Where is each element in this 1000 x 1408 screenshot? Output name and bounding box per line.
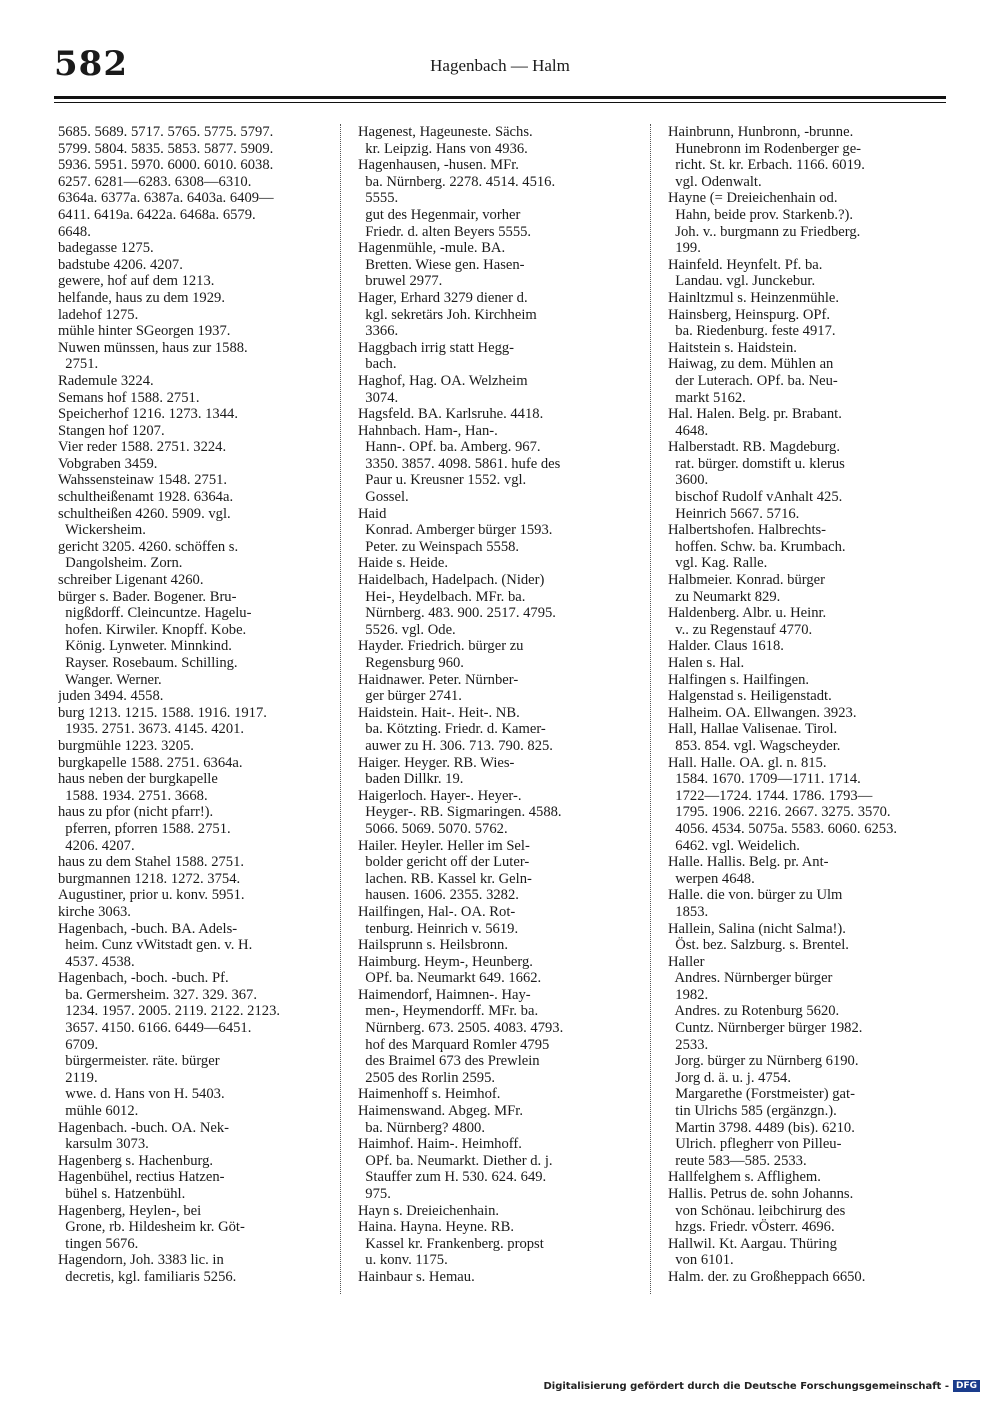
index-line: Regensburg 960. — [358, 655, 464, 671]
index-line: burgmühle 1223. 3205. — [58, 737, 194, 754]
index-line: reute 583—585. 2533. — [668, 1152, 807, 1169]
footer-text: Digitalisierung gefördert durch die Deutsche Forschungsgemeinschaft - — [543, 1380, 949, 1392]
index-line: Stangen hof 1207. — [58, 422, 165, 439]
index-line: Haidelbach, Hadelpach. (Nider) — [358, 572, 545, 589]
index-line: burgmannen 1218. 1272. 3754. — [58, 870, 241, 887]
dfg-logo: DFG — [953, 1380, 980, 1392]
index-line: mühle hinter SGeorgen 1937. — [58, 323, 231, 340]
index-line: Ulrich. pflegherr von Pilleu- — [668, 1136, 842, 1153]
index-line: Halheim. OA. Ellwangen. 3923. — [668, 704, 857, 721]
index-line: decretis, kgl. familiaris 5256. — [58, 1268, 237, 1285]
index-line: auwer zu H. 306. 713. 790. 825. — [358, 737, 553, 754]
index-line: juden 3494. 4558. — [58, 688, 164, 705]
index-line: helfande, haus zu dem 1929. — [58, 289, 225, 306]
index-line: badegasse 1275. — [58, 240, 154, 257]
index-line: von Schönau. leibchirurg des — [668, 1202, 846, 1219]
index-line: Hagenbühel, rectius Hatzen- — [58, 1169, 225, 1186]
index-line: Bretten. Wiese gen. Hasen- — [358, 256, 525, 273]
index-line: bühel s. Hatzenbühl. — [58, 1186, 186, 1202]
index-line: Nürnberg. 673. 2505. 4083. 4793. — [358, 1020, 564, 1037]
index-line: 2119. — [58, 1069, 98, 1086]
index-line: Hager, Erhard 3279 diener d. — [358, 289, 528, 306]
index-line: Haitstein s. Haidstein. — [668, 339, 797, 356]
index-line: Haimenhoff s. Heimhof. — [358, 1086, 501, 1103]
index-line: tenburg. Heinrich v. 5619. — [358, 920, 519, 937]
index-line: Peter. zu Weinspach 5558. — [358, 538, 520, 555]
index-line: Friedr. d. alten Beyers 5555. — [358, 223, 532, 240]
index-line: Halm. der. zu Großheppach 6650. — [668, 1268, 866, 1285]
index-line: lachen. RB. Kassel kr. Geln- — [358, 870, 532, 887]
index-line: ba. Riedenburg. feste 4917. — [668, 323, 836, 340]
index-line: hzgs. Friedr. vÖsterr. 4696. — [668, 1219, 835, 1236]
index-line: Cuntz. Nürnberger bürger 1982. — [668, 1020, 863, 1037]
index-line: 6411. 6419a. 6422a. 6468a. 6579. — [58, 206, 256, 223]
index-line: gut des Hegenmair, vorher — [358, 206, 521, 223]
index-line: haus zu pfor (nicht pfarr!). — [58, 804, 214, 821]
index-line: Haidstein. Hait-. Heit-. NB. — [358, 704, 520, 721]
index-line: 1935. 2751. 3673. 4145. 4201. — [58, 721, 245, 738]
index-line: Halen s. Hal. — [668, 655, 745, 671]
index-line: Hainbrunn, Hunbronn, -brunne. — [668, 124, 854, 140]
index-line: 4206. 4207. — [58, 837, 135, 854]
column-divider-2 — [650, 124, 651, 1294]
index-line: Haller — [668, 953, 705, 970]
index-line: badstube 4206. 4207. — [58, 256, 183, 273]
index-line: Haiger. Heyger. RB. Wies- — [358, 754, 515, 771]
index-line: 3350. 3857. 4098. 5861. hufe des — [358, 455, 561, 472]
index-line: 3074. — [358, 389, 399, 406]
index-line: Hallein, Salina (nicht Salma!). — [668, 920, 846, 937]
index-line: Rademule 3224. — [58, 372, 154, 389]
index-line: tin Ulrichs 585 (ergänzgn.). — [668, 1103, 837, 1120]
index-line: bruwel 2977. — [358, 273, 443, 290]
index-line: 199. — [668, 240, 701, 257]
index-line: Hagenbach, -buch. BA. Adels- — [58, 920, 238, 937]
index-line: 3600. — [668, 472, 709, 489]
index-line: 6462. vgl. Weidelich. — [668, 837, 800, 854]
index-line: Kassel kr. Frankenberg. propst — [358, 1235, 544, 1252]
index-line: Haimburg. Heym-, Heunberg. — [358, 953, 533, 970]
index-line: Hainfeld. Heynfelt. Pf. ba. — [668, 256, 823, 273]
index-line: Hainltzmul s. Heinzenmühle. — [668, 289, 840, 306]
index-line: Halbertshofen. Halbrechts- — [668, 522, 827, 539]
index-line: kgl. sekretärs Joh. Kirchheim — [358, 306, 537, 323]
index-line: burg 1213. 1215. 1588. 1916. 1917. — [58, 704, 267, 721]
index-line: mühle 6012. — [58, 1103, 139, 1120]
index-line: Andres. Nürnberger bürger — [668, 970, 833, 987]
index-line: 3657. 4150. 6166. 6449—6451. — [58, 1020, 252, 1037]
index-line: Nuwen münssen, haus zur 1588. — [58, 339, 248, 356]
index-line: Haid — [358, 505, 387, 522]
index-line: Vier reder 1588. 2751. 3224. — [58, 439, 227, 456]
index-line: 6364a. 6377a. 6387a. 6403a. 6409— — [58, 190, 274, 207]
index-line: Margarethe (Forstmeister) gat- — [668, 1086, 855, 1103]
index-line: bischof Rudolf vAnhalt 425. — [668, 489, 843, 506]
index-line: Haina. Hayna. Heyne. RB. — [358, 1219, 515, 1236]
index-line: v.. zu Regenstauf 4770. — [668, 621, 813, 638]
index-line: 1584. 1670. 1709—1711. 1714. — [668, 771, 861, 788]
index-line: Hailsprunn s. Heilsbronn. — [358, 937, 508, 954]
index-line: Vobgraben 3459. — [58, 455, 158, 472]
index-line: Dangolsheim. Zorn. — [58, 555, 183, 572]
index-line: richt. St. kr. Erbach. 1166. 6019. — [668, 157, 865, 174]
index-line: Hagendorn, Joh. 3383 lic. in — [58, 1252, 224, 1269]
index-line: Halfingen s. Hailfingen. — [668, 671, 810, 688]
index-line: 2751. — [58, 356, 99, 373]
index-line: Hagenest, Hageuneste. Sächs. — [358, 124, 533, 140]
index-line: Hainbaur s. Hemau. — [358, 1268, 475, 1285]
index-line: Halgenstad s. Heiligenstadt. — [668, 688, 832, 705]
index-line: Stauffer zum H. 530. 624. 649. — [358, 1169, 547, 1186]
index-line: 1795. 1906. 2216. 2667. 3275. 3570. — [668, 804, 891, 821]
index-line: Grone, rb. Hildesheim kr. Göt- — [58, 1219, 245, 1236]
column-2 — [358, 124, 632, 1286]
index-line: Nürnberg. 483. 900. 2517. 4795. — [358, 605, 556, 622]
index-line: 5799. 5804. 5835. 5853. 5877. 5909. — [58, 140, 274, 157]
index-line: Haimhof. Haim-. Heimhoff. — [358, 1136, 522, 1153]
index-line: Hallfelghem s. Afflighem. — [668, 1169, 821, 1186]
index-line: Haimendorf, Haimnen-. Hay- — [358, 986, 531, 1003]
index-line: schultheißenamt 1928. 6364a. — [58, 489, 234, 506]
index-line: schultheißen 4260. 5909. vgl. — [58, 505, 231, 522]
index-line: baden Dillkr. 19. — [358, 771, 464, 788]
index-line: 1982. — [668, 986, 709, 1003]
index-line: 1588. 1934. 2751. 3668. — [58, 787, 208, 804]
index-line: Speicherhof 1216. 1273. 1344. — [58, 406, 238, 423]
index-line: 975. — [358, 1186, 391, 1202]
index-line: Hall, Hallae Valisenae. Tirol. — [668, 721, 838, 738]
index-line: haus neben der burgkapelle — [58, 771, 218, 788]
index-line: markt 5162. — [668, 389, 746, 406]
index-line: men-, Heymendorff. MFr. ba. — [358, 1003, 539, 1020]
column-3 — [668, 124, 944, 1286]
index-line: 2505 des Rorlin 2595. — [358, 1069, 496, 1086]
index-line: Wanger. Werner. — [58, 671, 162, 688]
index-line: Wickersheim. — [58, 522, 146, 539]
index-line: Halberstadt. RB. Magdeburg. — [668, 439, 840, 456]
index-line: burgkapelle 1588. 2751. 6364a. — [58, 754, 243, 771]
index-line: 1853. — [668, 903, 709, 920]
index-line: Hall. Halle. OA. gl. n. 815. — [668, 754, 827, 771]
index-line: ba. Nürnberg. 2278. 4514. 4516. — [358, 173, 556, 190]
index-line: ladehof 1275. — [58, 306, 139, 323]
index-line: 1234. 1957. 2005. 2119. 2122. 2123. — [58, 1003, 281, 1020]
index-line: der Luterach. OPf. ba. Neu- — [668, 372, 838, 389]
running-head: Hagenbach — Halm — [430, 56, 570, 75]
index-line: 6257. 6281—6283. 6308—6310. — [58, 173, 252, 190]
index-line: OPf. ba. Neumarkt. Diether d. j. — [358, 1152, 553, 1169]
index-line: pferren, pforren 1588. 2751. — [58, 820, 231, 837]
index-line: u. konv. 1175. — [358, 1252, 448, 1269]
index-line: König. Lynweter. Minnkind. — [58, 638, 232, 655]
index-line: 2533. — [668, 1036, 709, 1053]
index-line: hof des Marquard Romler 4795 — [358, 1036, 550, 1053]
index-line: Hailer. Heyler. Heller im Sel- — [358, 837, 530, 854]
index-line: Hagsfeld. BA. Karlsruhe. 4418. — [358, 406, 544, 423]
index-line: tingen 5676. — [58, 1235, 139, 1252]
index-line: Hallis. Petrus de. sohn Johanns. — [668, 1186, 854, 1202]
index-line: vgl. Kag. Ralle. — [668, 555, 768, 572]
index-line: Martin 3798. 4489 (bis). 6210. — [668, 1119, 855, 1136]
index-line: kr. Leipzig. Hans von 4936. — [358, 140, 528, 157]
index-line: Haggbach irrig statt Hegg- — [358, 339, 515, 356]
index-line: Rayser. Rosebaum. Schilling. — [58, 655, 238, 671]
index-line: Heyger-. RB. Sigmaringen. 4588. — [358, 804, 562, 821]
index-line: ger bürger 2741. — [358, 688, 462, 705]
index-line: ba. Kötzting. Friedr. d. Kamer- — [358, 721, 546, 738]
index-line: Landau. vgl. Junckebur. — [668, 273, 816, 290]
index-line: rat. bürger. domstift u. klerus — [668, 455, 845, 472]
header-rule-thick — [54, 96, 946, 99]
index-line: Paur u. Kreusner 1552. vgl. — [358, 472, 527, 489]
index-line: Konrad. Amberger bürger 1593. — [358, 522, 553, 539]
index-line: 853. 854. vgl. Wagscheyder. — [668, 737, 841, 754]
index-line: Hahn, beide prov. Starkenb.?). — [668, 206, 854, 223]
index-line: Hainsberg, Heinspurg. OPf. — [668, 306, 831, 323]
index-line: Haiwag, zu dem. Mühlen an — [668, 356, 834, 373]
index-line: zu Neumarkt 829. — [668, 588, 781, 605]
index-line: Haldenberg. Albr. u. Heinr. — [668, 605, 827, 622]
index-line: Semans hof 1588. 2751. — [58, 389, 200, 406]
index-line: Hagenberg s. Hachenburg. — [58, 1152, 214, 1169]
index-line: 4537. 4538. — [58, 953, 135, 970]
index-line: bürger s. Bader. Bogener. Bru- — [58, 588, 237, 605]
index-line: OPf. ba. Neumarkt 649. 1662. — [358, 970, 542, 987]
index-line: 5936. 5951. 5970. 6000. 6010. 6038. — [58, 157, 274, 174]
index-line: vgl. Odenwalt. — [668, 173, 762, 190]
index-line: Hunebronn im Rodenberger ge- — [668, 140, 862, 157]
index-line: Haidnawer. Peter. Nürnber- — [358, 671, 519, 688]
footer — [543, 1380, 980, 1392]
index-line: Hayne (= Dreieichenhain od. — [668, 190, 838, 207]
index-line: Hahnbach. Ham-, Han-. — [358, 422, 498, 439]
index-line: Haigerloch. Hayer-. Heyer-. — [358, 787, 522, 804]
index-line: gewere, hof auf dem 1213. — [58, 273, 215, 290]
index-line: Haide s. Heide. — [358, 555, 448, 572]
index-line: Hallwil. Kt. Aargau. Thüring — [668, 1235, 837, 1252]
index-line: Halle. die von. bürger zu Ulm — [668, 887, 843, 904]
index-line: Halder. Claus 1618. — [668, 638, 784, 655]
index-line: karsulm 3073. — [58, 1136, 149, 1153]
index-line: von 6101. — [668, 1252, 734, 1269]
index-line: des Braimel 673 des Prewlein — [358, 1053, 540, 1070]
index-line: hofen. Kirwiler. Knopff. Kobe. — [58, 621, 247, 638]
index-line: 5526. vgl. Ode. — [358, 621, 456, 638]
index-line: wwe. d. Hans von H. 5403. — [58, 1086, 225, 1103]
page-number: 582 — [54, 44, 128, 84]
index-line: 4648. — [668, 422, 709, 439]
index-line: Öst. bez. Salzburg. s. Brentel. — [668, 937, 849, 954]
column-divider-1 — [340, 124, 341, 1294]
index-line: ba. Germersheim. 327. 329. 367. — [58, 986, 258, 1003]
index-line: kirche 3063. — [58, 903, 131, 920]
index-line: bach. — [358, 356, 397, 373]
index-line: Andres. zu Rotenburg 5620. — [668, 1003, 840, 1020]
index-line: Hei-, Heydelbach. MFr. ba. — [358, 588, 526, 605]
index-line: bürgermeister. räte. bürger — [58, 1053, 220, 1070]
index-line: Hal. Halen. Belg. pr. Brabant. — [668, 406, 842, 423]
index-line: 6709. — [58, 1036, 99, 1053]
header-rule-thin — [54, 102, 946, 103]
index-line: Hailfingen, Hal-. OA. Rot- — [358, 903, 516, 920]
index-line: Haghof, Hag. OA. Welzheim — [358, 372, 528, 389]
index-line: Haimenswand. Abgeg. MFr. — [358, 1103, 523, 1120]
index-line: Hayn s. Dreieichenhain. — [358, 1202, 500, 1219]
index-line: Hann-. OPf. ba. Amberg. 967. — [358, 439, 541, 456]
index-line: Wahssensteinaw 1548. 2751. — [58, 472, 228, 489]
column-1 — [58, 124, 324, 1286]
index-line: bolder gericht off der Luter- — [358, 854, 530, 871]
index-line: hausen. 1606. 2355. 3282. — [358, 887, 519, 904]
index-line: 1722—1724. 1744. 1786. 1793— — [668, 787, 873, 804]
index-line: 6648. — [58, 223, 91, 240]
index-line: Augustiner, prior u. konv. 5951. — [58, 887, 245, 904]
index-line: Joh. v.. burgmann zu Friedberg. — [668, 223, 861, 240]
index-line: Hagenbach. -buch. OA. Nek- — [58, 1119, 230, 1136]
index-line: gericht 3205. 4260. schöffen s. — [58, 538, 239, 555]
index-line: schreiber Ligenant 4260. — [58, 572, 204, 589]
index-line: werpen 4648. — [668, 870, 755, 887]
index-line: Hayder. Friedrich. bürger zu — [358, 638, 524, 655]
index-line: Gossel. — [358, 489, 409, 506]
index-line: haus zu dem Stahel 1588. 2751. — [58, 854, 245, 871]
index-line: Halbmeier. Konrad. bürger — [668, 572, 825, 589]
index-line: Jorg d. ä. u. j. 4754. — [668, 1069, 791, 1086]
index-line: 5555. — [358, 190, 399, 207]
index-line: 5066. 5069. 5070. 5762. — [358, 820, 508, 837]
index-line: Halle. Hallis. Belg. pr. Ant- — [668, 854, 829, 871]
index-line: 5685. 5689. 5717. 5765. 5775. 5797. — [58, 124, 274, 140]
index-line: hoffen. Schw. ba. Krumbach. — [668, 538, 846, 555]
index-line: ba. Nürnberg? 4800. — [358, 1119, 485, 1136]
index-line: nigßdorff. Cleincuntze. Hagelu- — [58, 605, 252, 622]
index-line: Hagenberg, Heylen-, bei — [58, 1202, 202, 1219]
index-line: Jorg. bürger zu Nürnberg 6190. — [668, 1053, 859, 1070]
index-line: Hagenhausen, -husen. MFr. — [358, 157, 519, 174]
index-line: Heinrich 5667. 5716. — [668, 505, 800, 522]
index-line: 3366. — [358, 323, 399, 340]
index-line: heim. Cunz vWitstadt gen. v. H. — [58, 937, 253, 954]
index-line: Hagenbach, -boch. -buch. Pf. — [58, 970, 229, 987]
index-line: 4056. 4534. 5075a. 5583. 6060. 6253. — [668, 820, 898, 837]
index-line: Hagenmühle, -mule. BA. — [358, 240, 506, 257]
